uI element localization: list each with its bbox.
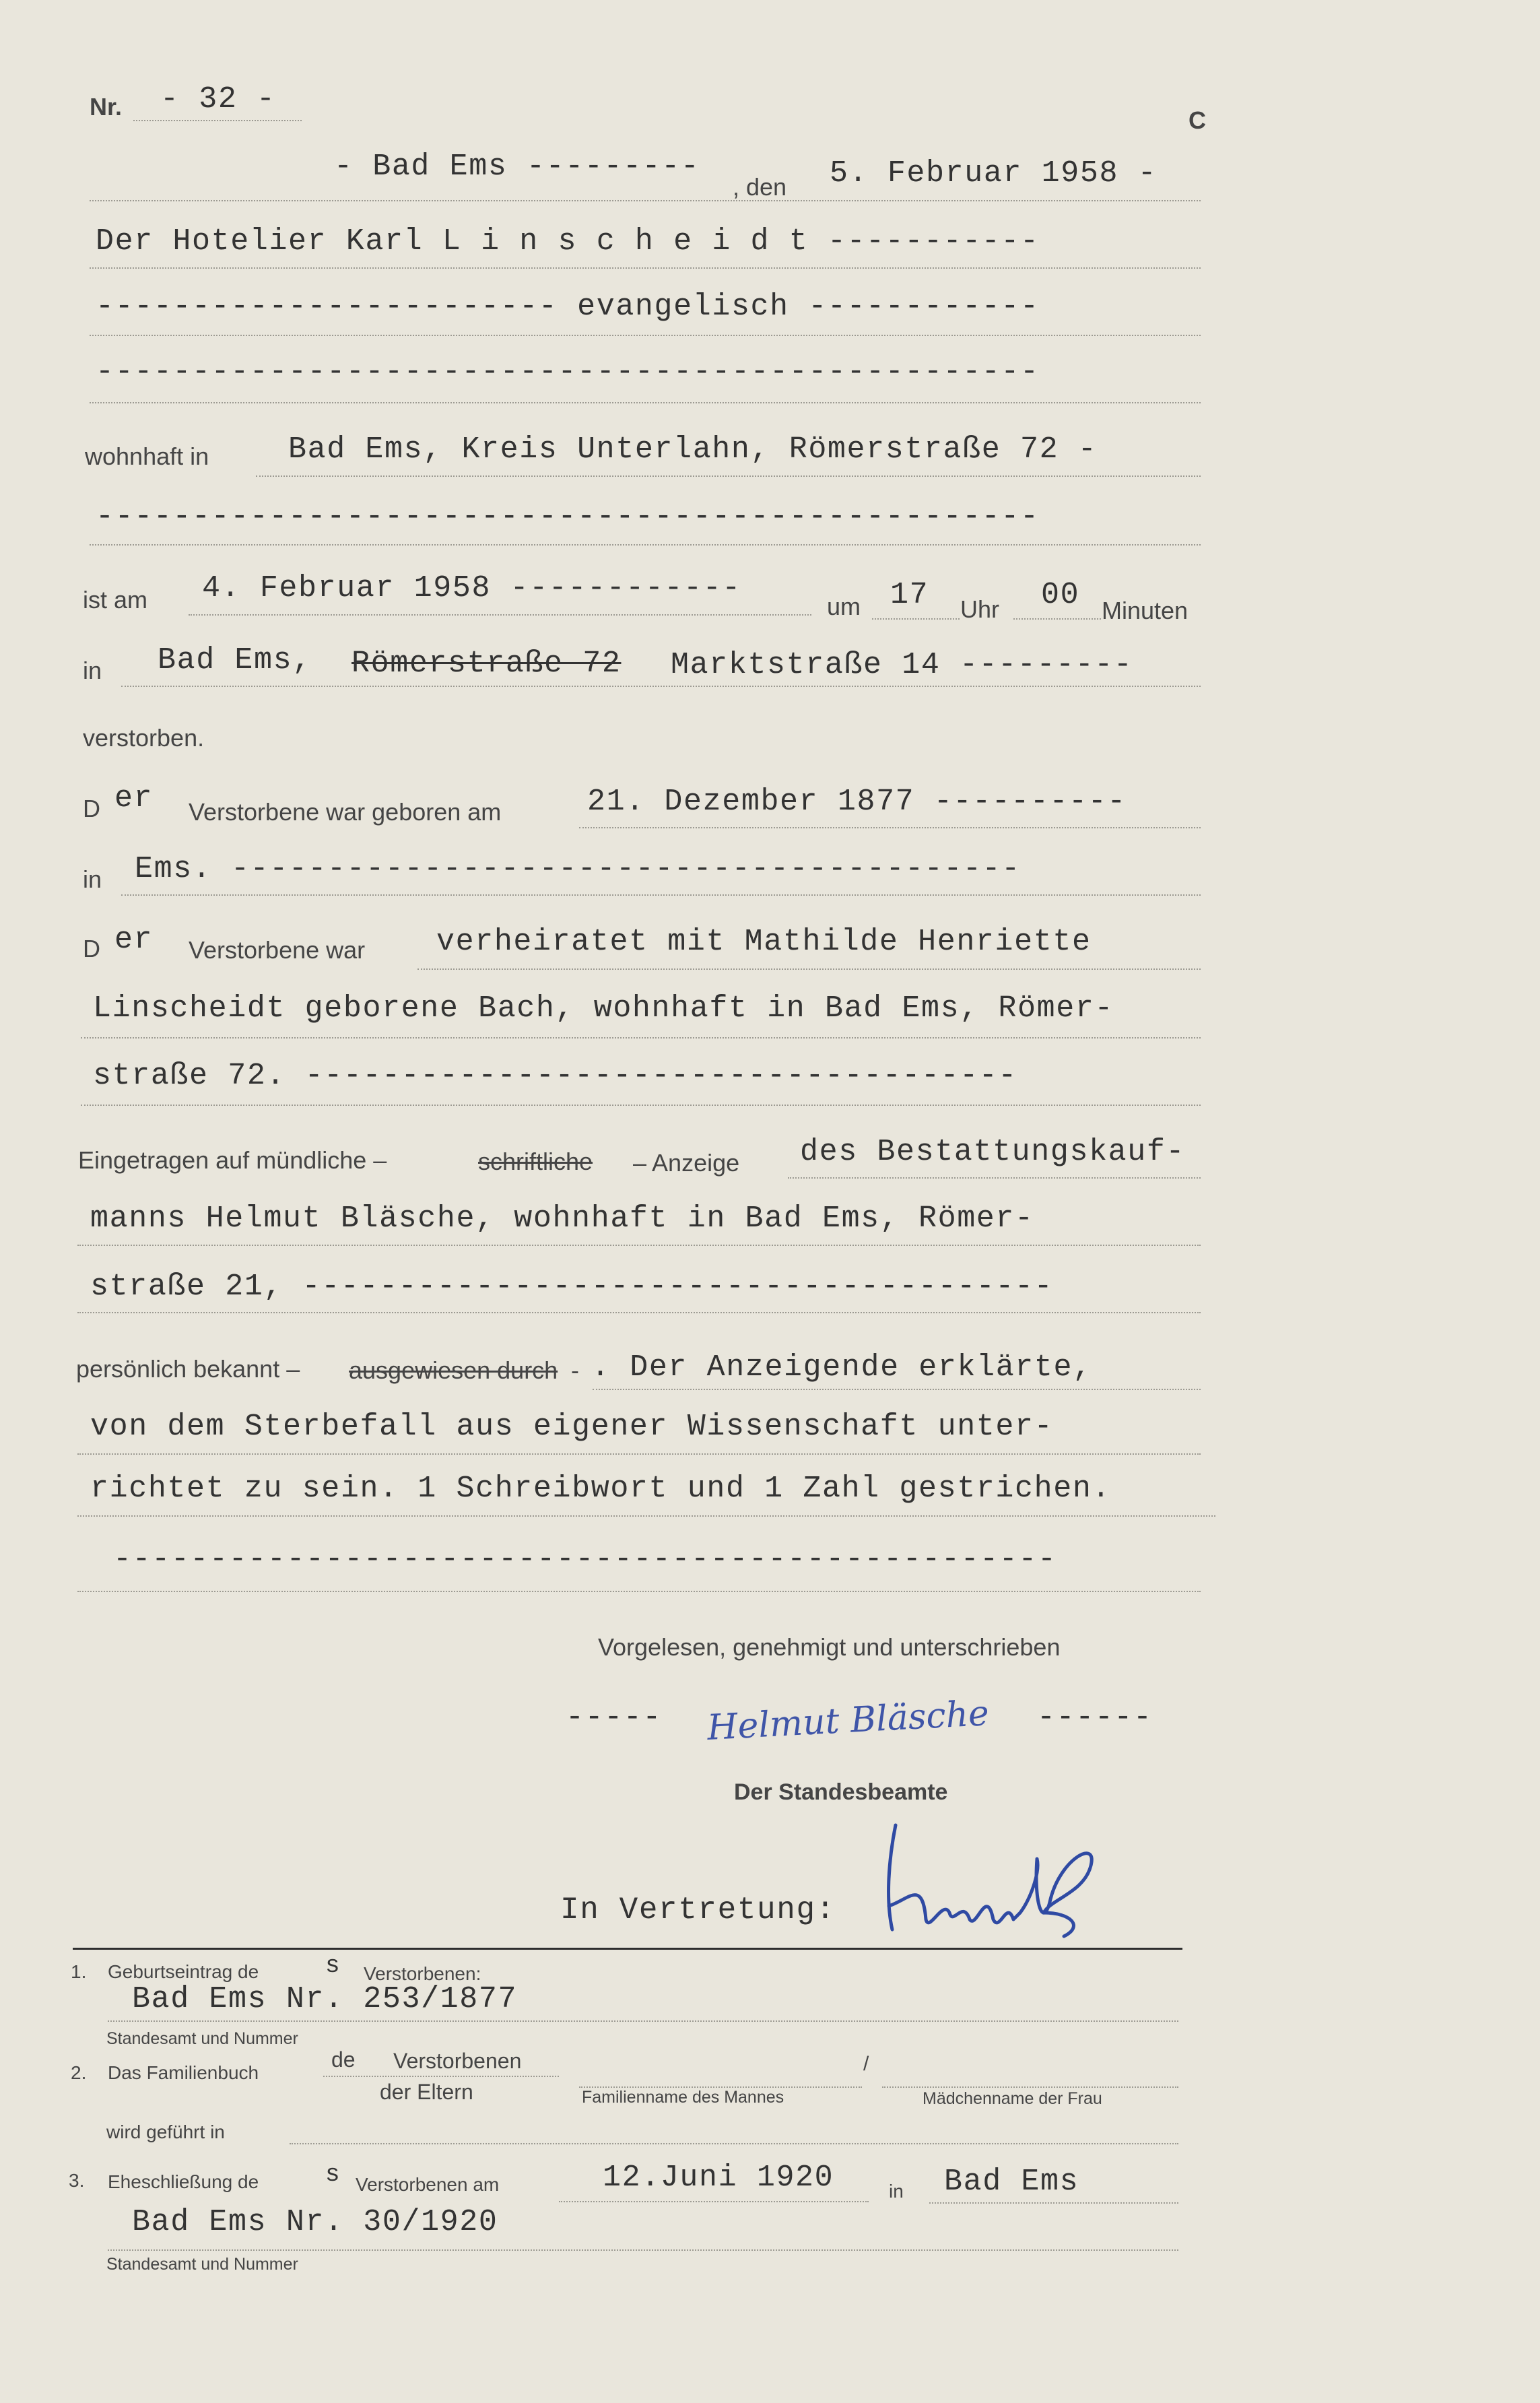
residence-label: wohnhaft in [85, 442, 209, 470]
note-2-number: 2. [71, 2062, 87, 2083]
note-1-number: 1. [71, 1961, 87, 1982]
residence-value: Bad Ems, Kreis Unterlahn, Römerstraße 72 - [288, 432, 1098, 467]
birth-er-typed: er [114, 781, 154, 816]
familienbuch-label: Das Familienbuch [108, 2062, 259, 2083]
nr-label: Nr. [90, 93, 123, 121]
ehe-s: s [325, 2161, 341, 2188]
standesamt-label-1: Standesamt und Nummer [106, 2029, 298, 2048]
marriage-line-1: verheiratet mit Mathilde Henriette [436, 925, 1092, 959]
registration-line-1: des Bestattungskauf- [800, 1135, 1186, 1169]
familienbuch-verstorbenen-label: Verstorbenen [393, 2049, 522, 2073]
registration-line-3: straße 21, --------------------------------------- [90, 1270, 1054, 1304]
ehe-in-label: in [889, 2181, 904, 2202]
place-header: - Bad Ems --------- [334, 150, 700, 184]
birth-date: 21. Dezember 1877 ---------- [587, 785, 1127, 819]
death-date: 4. Februar 1958 ------------ [202, 571, 741, 605]
informant-signature: Helmut Bläsche [706, 1693, 991, 1748]
note-3-number: 3. [69, 2170, 85, 2191]
death-place-suffix: Marktstraße 14 --------- [671, 648, 1133, 682]
birth-d-label: D [83, 795, 100, 822]
identity-label-a: persönlich bekannt – [76, 1355, 300, 1383]
identity-line-1: . Der Anzeigende erklärte, [591, 1350, 1092, 1385]
standesamt-label-3: Standesamt und Nummer [106, 2255, 298, 2274]
familienbuch-de-label: de [331, 2047, 356, 2072]
death-place-label: in [83, 657, 102, 684]
marriage-d-label: D [83, 935, 100, 962]
person-line-2: ------------------------ evangelisch ------------ [96, 290, 1040, 324]
birth-entry-label-b: Verstorbenen: [364, 1963, 481, 1984]
identity-label-b: - [571, 1356, 579, 1384]
familienname-label: Familienname des Mannes [582, 2088, 784, 2107]
registrar-signature-mark [869, 1818, 1138, 1940]
den-label: , den [733, 173, 787, 201]
birth-entry-value: Bad Ems Nr. 253/1877 [132, 1982, 518, 2016]
registration-label-a: Eingetragen auf mündliche – [78, 1146, 387, 1174]
birth-place-label: in [83, 865, 102, 893]
registration-label-b: – Anzeige [633, 1149, 740, 1177]
familienbuch-slash: / [863, 2053, 869, 2075]
registrar-label: Der Standesbeamte [734, 1779, 948, 1805]
marriage-line-2: Linscheidt geborene Bach, wohnhaft in Bad Ems, Römer- [93, 991, 1114, 1026]
ehe-date: 12.Juni 1920 [603, 2161, 834, 2195]
uhr-label: Uhr [960, 595, 1000, 623]
identity-label-struck: ausgewiesen durch [349, 1356, 558, 1384]
ehe-label-a: Eheschließung de [108, 2171, 259, 2192]
birth-label: Verstorbene war geboren am [189, 798, 502, 826]
identity-line-4: ------------------------------------------------- [113, 1542, 1057, 1577]
death-place-struck: Römerstraße 72 [351, 647, 622, 681]
signature-dash-right: ------ [1037, 1701, 1153, 1735]
registration-line-2: manns Helmut Bläsche, wohnhaft in Bad Ems, Römer- [90, 1202, 1034, 1236]
verstorben-label: verstorben. [83, 724, 205, 752]
ehe-place: Bad Ems [944, 2165, 1079, 2199]
person-line-1: Der Hotelier Karl L i n s c h e i d t ----------- [96, 224, 1040, 259]
residence-line-2: ------------------------------------------------- [96, 500, 1040, 534]
identity-line-2: von dem Sterbefall aus eigener Wissenschaft unter- [90, 1410, 1054, 1444]
birth-entry-label-a: Geburtseintrag de [108, 1961, 259, 1982]
read-approved-label: Vorgelesen, genehmigt und unterschrieben [598, 1633, 1061, 1661]
familienbuch-eltern-label: der Eltern [380, 2080, 473, 2104]
gefuehrt-label: wird geführt in [106, 2121, 225, 2142]
nr-value: - 32 - [160, 82, 276, 117]
ehe-label-b: Verstorbenen am [356, 2174, 500, 2195]
marriage-er-typed: er [114, 923, 154, 957]
corner-letter: C [1189, 106, 1206, 134]
birth-place: Ems. ----------------------------------------- [135, 852, 1021, 886]
death-minutes: 00 [1041, 578, 1080, 612]
birth-entry-s: s [325, 1952, 341, 1979]
death-hour: 17 [890, 578, 929, 612]
ehe-value: Bad Ems Nr. 30/1920 [132, 2205, 498, 2239]
marriage-line-3: straße 72. ------------------------------------- [93, 1059, 1018, 1093]
person-line-3: ------------------------------------------------- [96, 355, 1040, 389]
marriage-label: Verstorbene war [189, 936, 366, 964]
um-label: um [827, 593, 861, 620]
document-date: 5. Februar 1958 - [830, 156, 1158, 191]
registration-label-struck: schriftliche [478, 1148, 593, 1175]
identity-line-3: richtet zu sein. 1 Schreibwort und 1 Zahl gestrichen. [90, 1472, 1112, 1506]
deputy-label: In Vertretung: [560, 1892, 836, 1928]
maedchenname-label: Mädchenname der Frau [923, 2089, 1102, 2108]
minuten-label: Minuten [1102, 597, 1189, 624]
signature-dash-left: ----- [566, 1701, 663, 1735]
death-date-label: ist am [83, 586, 148, 614]
death-place-prefix: Bad Ems, [158, 643, 312, 678]
